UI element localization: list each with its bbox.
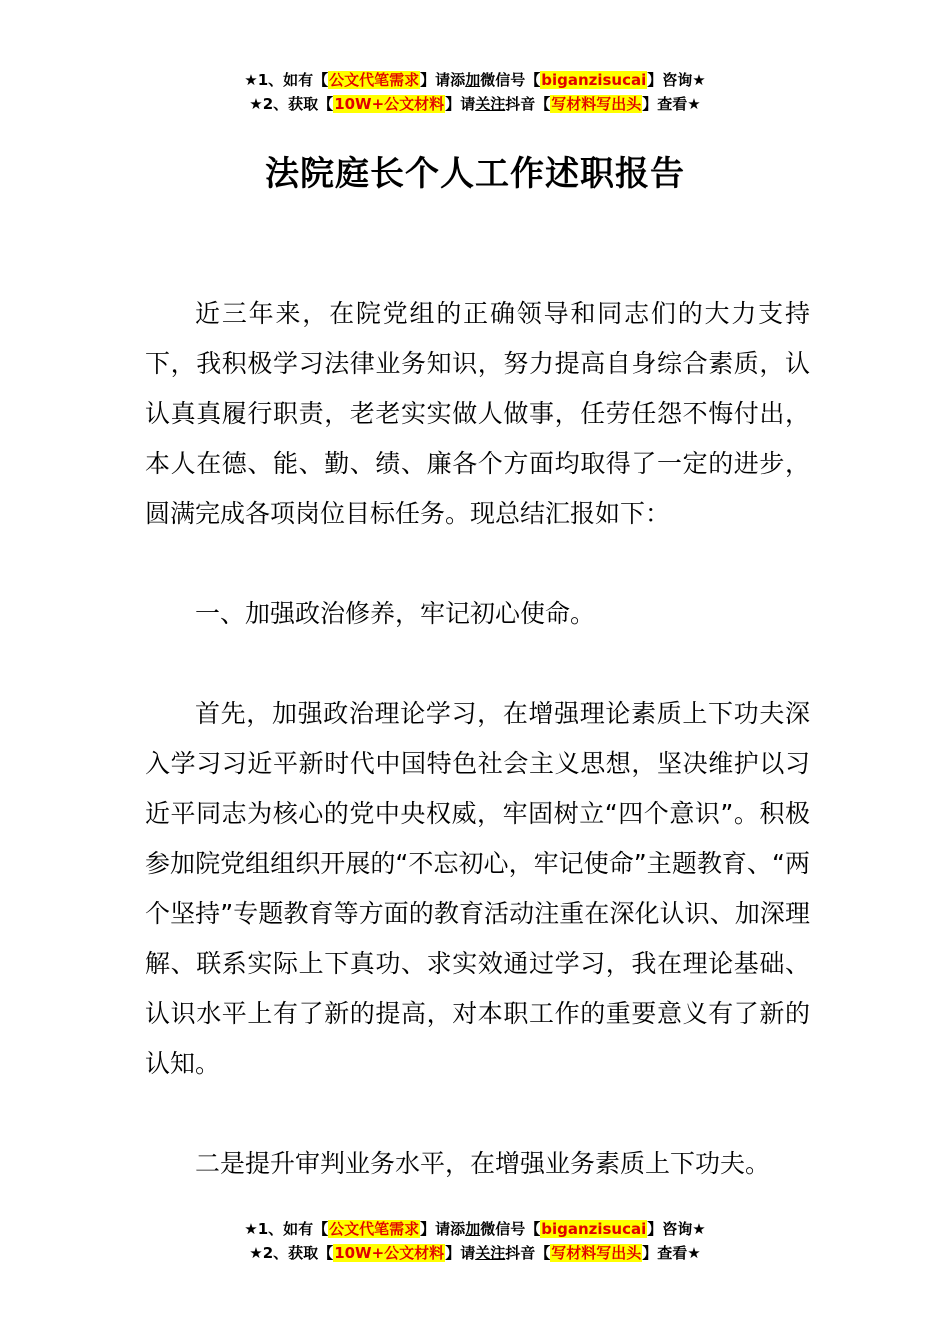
promo-banner-bottom [0,1217,950,1265]
promo-text: 】请添 [420,1220,466,1238]
paragraph-intro [145,289,810,539]
promo-text: 抖音【 [505,1244,551,1262]
promo-text: 】查看★ [642,1244,701,1262]
promo-highlight: 公文代笔需求 [329,1220,420,1238]
paragraph-study [145,689,810,1089]
document-title: 法院庭长个人工作述职报告 [265,154,685,194]
promo-text: 】请 [445,1244,476,1262]
promo-line-2 [0,1241,950,1265]
promo-highlight: 公文代笔需求 [329,71,420,89]
promo-text: 微信号【 [480,1220,541,1238]
promo-text: 】请 [445,95,476,113]
promo-line-1 [0,68,950,92]
promo-text: 】请添 [420,71,466,89]
promo-highlight: 10W+公文材料 [334,1244,445,1262]
promo-underline: 关注 [475,1244,506,1262]
promo-underline: 关注 [475,95,506,113]
promo-underline: 加 [465,1220,481,1238]
promo-text: 微信号【 [480,71,541,89]
paragraph-text: 首先，加强政治理论学习，在增强理论素质上下功夫深入学习习近平新时代中国特色社会主义思想，坚决维护以习近平同志为核心的党中央权威，牢固树立“四个意识”。积极参加院党组组织开展的“不忘初心，牢记使命”主题教育、“两个坚持”专题教育等方面的教育活动注重在深化认识、加深理解、联系实际上下真功、求实效通过学习，我在理论基础、认识水平上有了新的提高，对本职工作的重要意义有了新的认知。 [145,699,810,1078]
promo-line-1 [0,1217,950,1241]
promo-text: ★1、如有【 [244,71,329,89]
promo-underline: 加 [465,71,481,89]
promo-text: ★1、如有【 [244,1220,329,1238]
promo-banner-top [0,68,950,116]
promo-highlight: 写材料写出头 [551,95,642,113]
section-heading-1 [145,589,810,639]
promo-text: 】查看★ [642,95,701,113]
promo-text: ★2、获取【 [249,95,334,113]
promo-highlight: biganzisucai [541,71,647,89]
paragraph-text: 近三年来，在院党组的正确领导和同志们的大力支持下，我积极学习法律业务知识，努力提高自身综合素质，认认真真履行职责，老老实实做人做事，任劳任怨不悔付出，本人在德、能、勤、绩、廉各个方面均取得了一定的进步，圆满完成各项岗位目标任务。现总结汇报如下： [145,299,810,528]
promo-highlight: biganzisucai [541,1220,647,1238]
promo-text: 】咨询★ [647,71,706,89]
promo-text: 抖音【 [505,95,551,113]
paragraph-text: 二是提升审判业务水平，在增强业务素质上下功夫。 [195,1149,771,1178]
paragraph-business [145,1139,810,1189]
promo-line-2 [0,92,950,116]
promo-highlight: 写材料写出头 [551,1244,642,1262]
paragraph-text: 一、加强政治修养，牢记初心使命。 [195,599,596,628]
promo-text: 】咨询★ [647,1220,706,1238]
promo-highlight: 10W+公文材料 [334,95,445,113]
promo-text: ★2、获取【 [249,1244,334,1262]
